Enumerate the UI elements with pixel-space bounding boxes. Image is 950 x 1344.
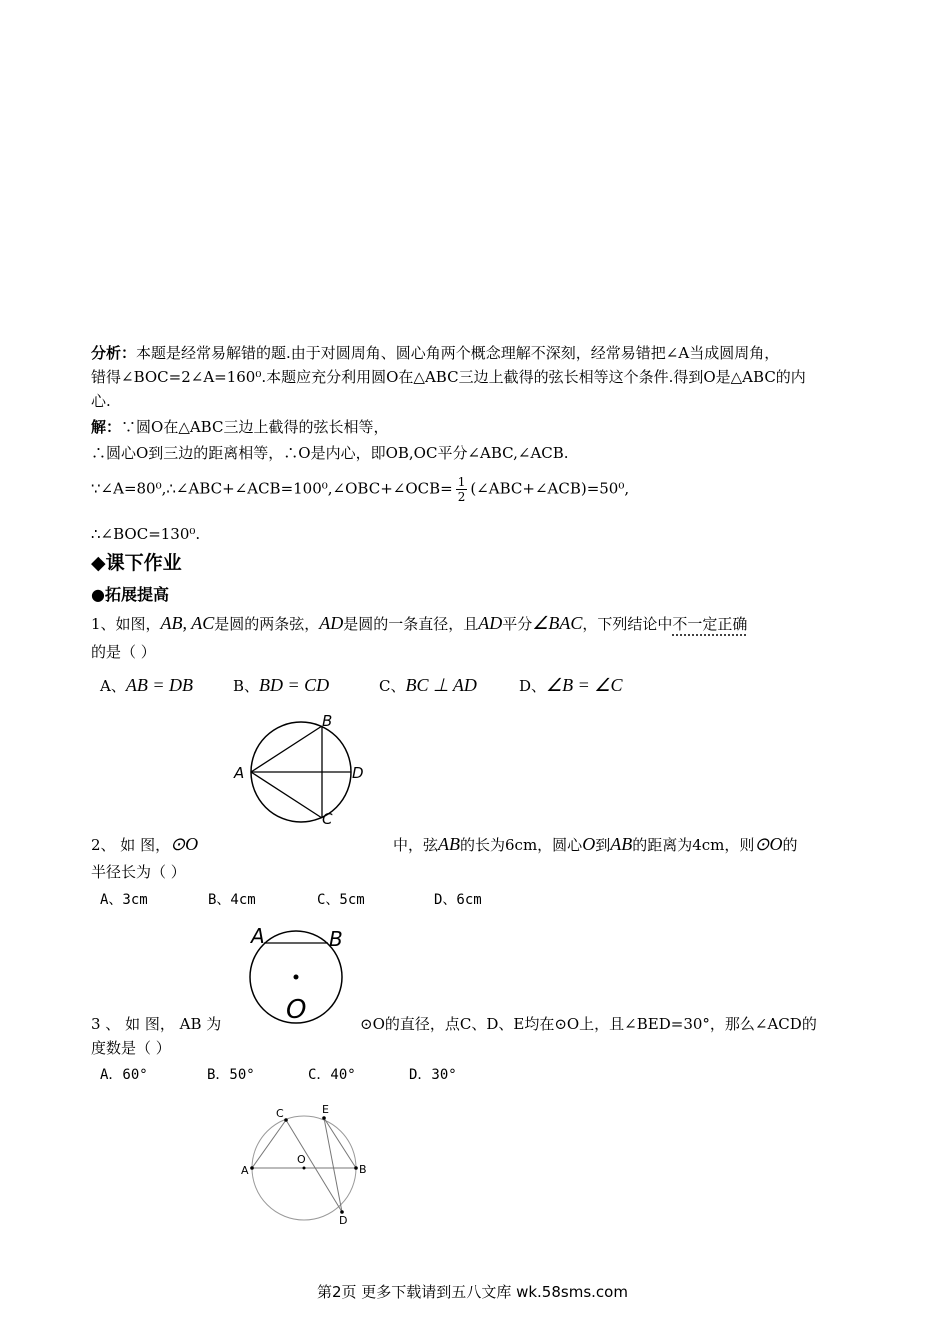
q2-text-2: 的长为6cm，圆心 <box>460 836 583 854</box>
q2-stem-line-1b <box>393 833 797 856</box>
q1-label-a: A <box>234 764 245 782</box>
q2-option-d: D、6cm <box>434 892 482 908</box>
q2-label-o: O <box>286 995 307 1025</box>
q1-option-c-expr: BC ⊥ AD <box>405 675 477 695</box>
q3-point-o <box>303 1167 306 1170</box>
q2-text-3: 到 <box>595 836 611 854</box>
solution-line-1 <box>91 416 388 438</box>
q1-text-2: 是圆的一条直径，且 <box>343 615 479 633</box>
analysis-label: 分析： <box>91 344 137 362</box>
q2-prefix: 2、 如 图， <box>91 836 171 854</box>
q3-label-o: O <box>297 1153 306 1166</box>
q2-label-a: A <box>251 924 265 948</box>
q1-label-c: C <box>322 810 333 827</box>
q3-label-a: A <box>241 1164 249 1177</box>
q2-label-b: B <box>329 927 343 951</box>
q1-option-a <box>100 674 193 697</box>
q3-stem-line-1b: ⊙O的直径，点C、D、E均在⊙O上，且∠BED=30°，那么∠ACD的 <box>360 1015 817 1033</box>
solution-line-4: ∴∠BOC=130⁰. <box>91 525 201 543</box>
q3-label-c: C <box>276 1107 284 1120</box>
q2-math-ab: AB <box>438 834 461 854</box>
q1-label-d: D <box>352 764 364 782</box>
q2-text-5: 的 <box>782 836 798 854</box>
q3-point-a <box>250 1166 254 1170</box>
q1-option-b-label: B、 <box>233 677 260 695</box>
section-subtitle: ●拓展提高 <box>91 585 169 604</box>
q2-stem-line-2: 半径长为（ ） <box>91 863 186 881</box>
q3-stem-line-2: 度数是（ ） <box>91 1039 171 1057</box>
q1-math-ab-ac: AB, AC <box>160 613 215 633</box>
q3-chord-ac <box>252 1120 286 1168</box>
q3-label-e: E <box>322 1103 329 1116</box>
q3-option-c: C．40° <box>308 1067 356 1083</box>
q2-math-ab-2: AB <box>610 834 633 854</box>
q1-option-d-label: D、 <box>519 677 547 695</box>
q1-option-a-expr: AB = DB <box>125 675 193 695</box>
fraction-one-half <box>456 475 468 504</box>
q2-stem-line-1a <box>91 833 198 856</box>
q1-emphasis: 不一定正确 <box>672 615 748 633</box>
q1-option-d <box>519 674 622 697</box>
q3-point-b <box>354 1166 358 1170</box>
q1-label-b: B <box>322 712 333 730</box>
q1-option-d-expr: ∠B = ∠C <box>546 675 623 695</box>
fraction-denominator: 2 <box>457 490 466 504</box>
solution-text-3a: ∵∠A=80⁰,∴∠ABC+∠ACB=100⁰,∠OBC+∠OCB= <box>91 479 453 498</box>
q3-point-e <box>322 1116 326 1120</box>
solution-line-2: ∴圆心O到三边的距离相等，∴O是内心，即OB,OC平分∠ABC,∠ACB. <box>91 444 569 462</box>
q1-figure <box>226 712 376 827</box>
analysis-line-1 <box>91 342 779 364</box>
fraction-numerator: 1 <box>457 475 466 489</box>
q1-math-ad-2: AD <box>478 613 503 633</box>
analysis-line-2: 错得∠BOC=2∠A=160⁰.本题应充分利用圆O在△ABC三边上截得的弦长相等这个条件.得到O是△ABC的内 <box>91 368 806 386</box>
q2-math-o: O <box>582 834 596 854</box>
q3-figure <box>236 1100 386 1228</box>
q3-option-b: B．50° <box>207 1067 255 1083</box>
q1-text-1: 是圆的两条弦， <box>214 615 320 633</box>
q1-text-4: ，下列结论中 <box>582 615 673 633</box>
analysis-line-3: 心. <box>91 392 111 410</box>
q1-prefix: 1、如图， <box>91 615 161 633</box>
solution-line-3 <box>91 475 629 504</box>
q2-option-b: B、4cm <box>208 892 256 908</box>
q2-center-dot <box>294 975 299 980</box>
q2-math-circle-o-2: ⊙O <box>754 834 783 854</box>
q1-chord-ac <box>251 772 322 818</box>
page-footer: 第2页 更多下载请到五八文库 wk.58sms.com <box>317 1283 628 1301</box>
q1-option-b <box>233 674 329 697</box>
q3-label-d: D <box>339 1214 348 1227</box>
q1-stem-line-1 <box>91 612 747 635</box>
q2-option-c: C、5cm <box>317 892 365 908</box>
solution-text-3b: (∠ABC+∠ACB)=50⁰, <box>470 479 630 498</box>
q1-chord-ab <box>251 726 322 772</box>
q3-option-d: D．30° <box>409 1067 457 1083</box>
q3-point-c <box>284 1118 288 1122</box>
q1-stem-line-2: 的是（ ） <box>91 643 156 661</box>
analysis-text-1: 本题是经常易解错的题.由于对圆周角、圆心角两个概念理解不深刻，经常易错把∠A当成圆周角， <box>136 344 780 362</box>
q1-text-3: 平分 <box>502 615 533 633</box>
q2-text-1: 中，弦 <box>393 836 439 854</box>
q2-figure <box>240 922 360 1027</box>
q3-option-a: A．60° <box>100 1067 148 1083</box>
q1-math-angle-bac: ∠BAC <box>532 613 583 633</box>
solution-label: 解： <box>91 418 122 436</box>
q1-option-c <box>379 674 477 697</box>
q2-option-a: A、3cm <box>100 892 148 908</box>
q3-stem-line-1a: 3 、 如 图， AB 为 <box>91 1015 222 1033</box>
solution-text-1: ∵圆O在△ABC三边上截得的弦长相等， <box>121 418 389 436</box>
q1-option-b-expr: BD = CD <box>259 675 330 695</box>
q1-option-c-label: C、 <box>379 677 406 695</box>
q2-math-circle-o: ⊙O <box>170 834 199 854</box>
q1-math-ad: AD <box>319 613 344 633</box>
q3-label-b: B <box>359 1163 367 1176</box>
q1-option-a-label: A、 <box>100 677 126 695</box>
q2-text-4: 的距离为4cm，则 <box>632 836 755 854</box>
section-title: ◆课下作业 <box>91 552 182 574</box>
